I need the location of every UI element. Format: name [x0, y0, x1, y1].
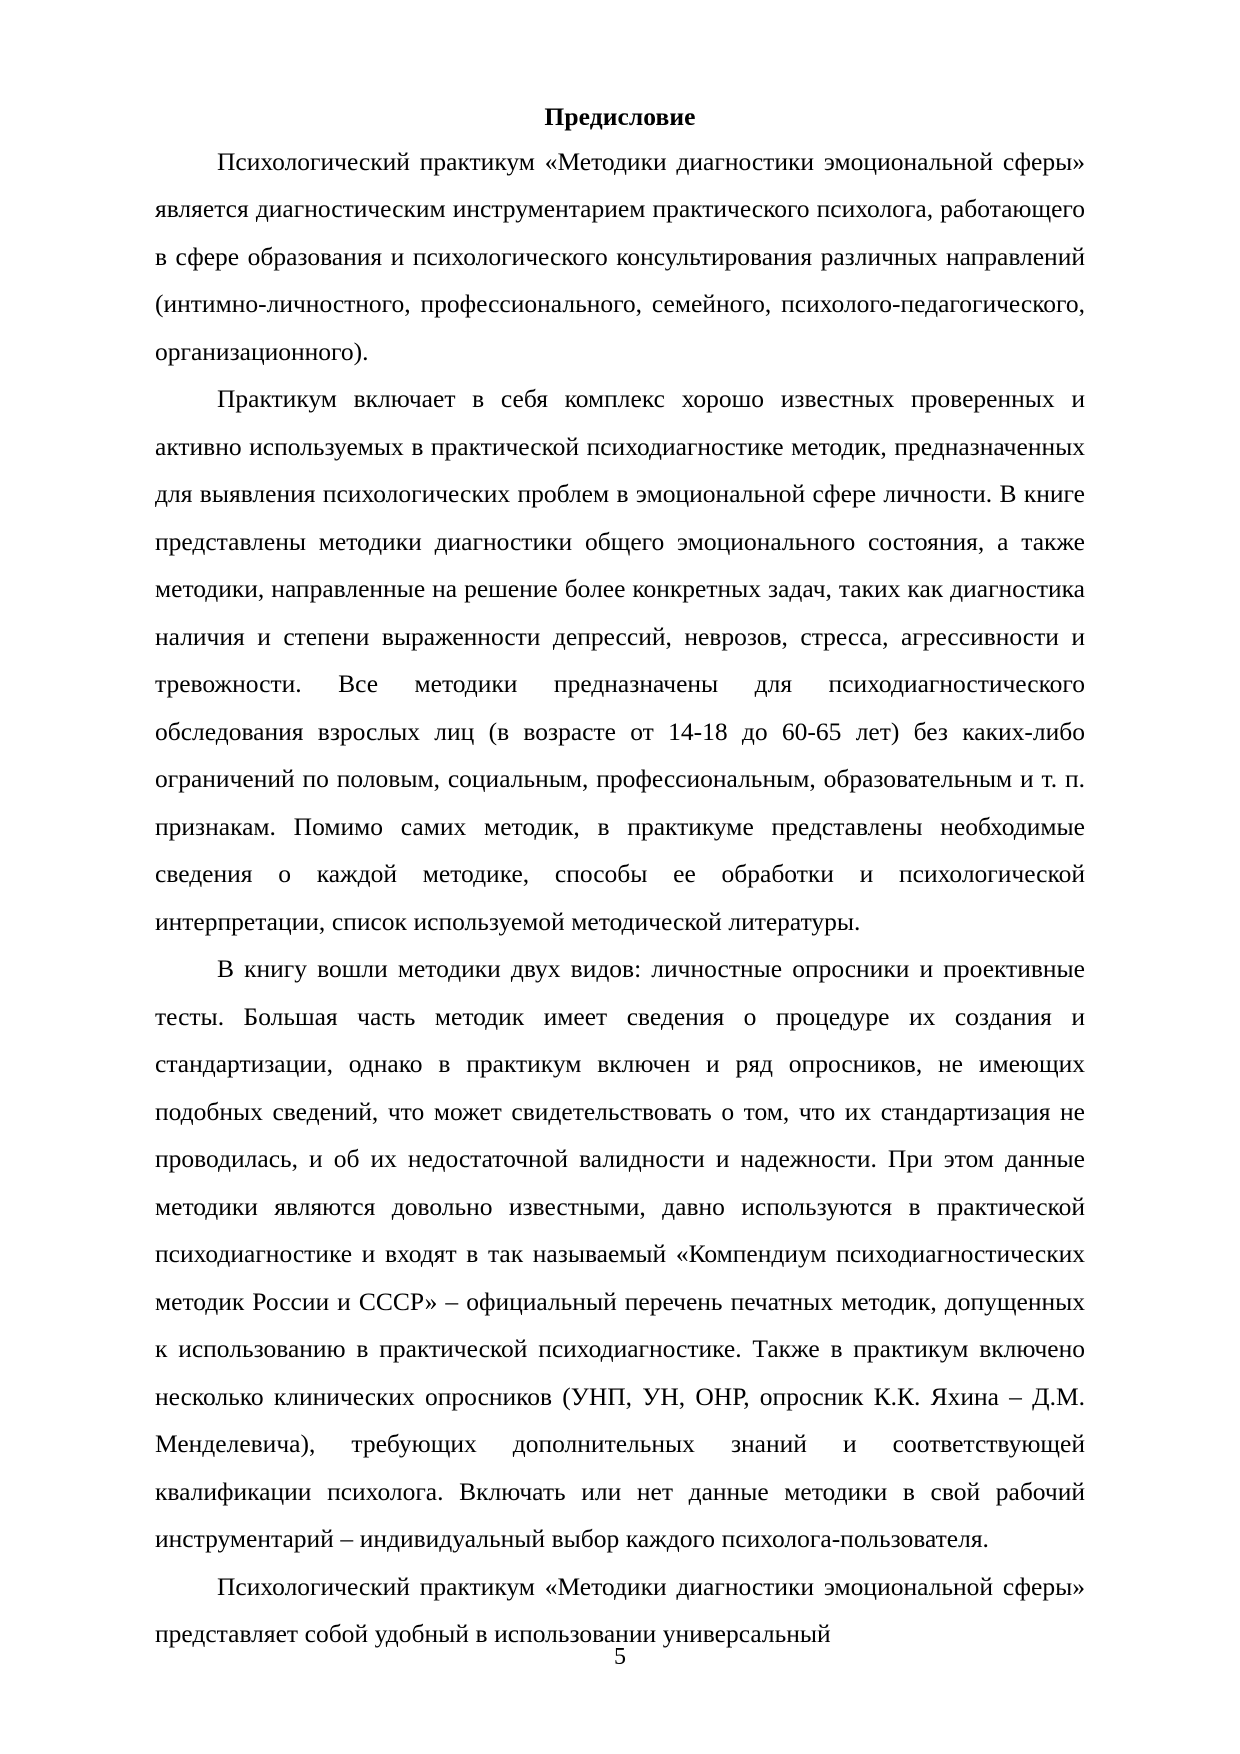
body-paragraph-1: Психологический практикум «Методики диагностики эмоциональной сферы» является диагностическим инструментарием практического психолога, работающего в сфере образования и психологического консультирования различных направлений (интимно-личностного, профессионального, семейного, психолого-педагогического, организационного).: [155, 146, 1085, 366]
page-content: [155, 100, 1085, 1658]
body-paragraph-4: Психологический практикум «Методики диагностики эмоциональной сферы» представляет собой удобный в использовании универсальный: [155, 1571, 1085, 1649]
page-number-footer: 5: [614, 1644, 626, 1670]
body-paragraph-2: Практикум включает в себя комплекс хорошо известных проверенных и активно используемых в практической психодиагностике методик, предназначенных для выявления психологических проблем в эмоциональной сфере личности. В книге представлены методики диагностики общего эмоционального состояния, а также методики, направленные на решение более конкретных задач, таких как диагностика наличия и степени выраженности депрессий, неврозов, стресса, агрессивности и тревожности. Все методики предназначены для психодиагностического обследования взрослых лиц (в возрасте от 14-18 до 60-65 лет) без каких-либо ограничений по половым, социальным, профессиональным, образовательным и т. п. признакам. Помимо самих методик, в практикуме представлены необходимые сведения о каждой методике, способы ее обработки и психологической интерпретации, список используемой методической литературы.: [155, 384, 1085, 936]
body-paragraph-3: В книгу вошли методики двух видов: личностные опросники и проективные тесты. Большая часть методик имеет сведения о процедуре их создания и стандартизации, однако в практикум включен и ряд опросников, не имеющих подобных сведений, что может свидетельствовать о том, что их стандартизация не проводилась, и об их недостаточной валидности и надежности. При этом данные методики являются довольно известными, давно используются в практической психодиагностике и входят в так называемый «Компендиум психодиагностических методик России и СССР» – официальный перечень печатных методик, допущенных к использованию в практической психодиагностике. Также в практикум включено несколько клинических опросников (УНП, УН, ОНР, опросник К.К. Яхина – Д.М. Менделевича), требующих дополнительных знаний и соответствующей квалификации психолога. Включать или нет данные методики в свой рабочий инструментарий – индивидуальный выбор каждого психолога-пользователя.: [155, 954, 1085, 1554]
page-title: Предисловие: [544, 102, 696, 131]
